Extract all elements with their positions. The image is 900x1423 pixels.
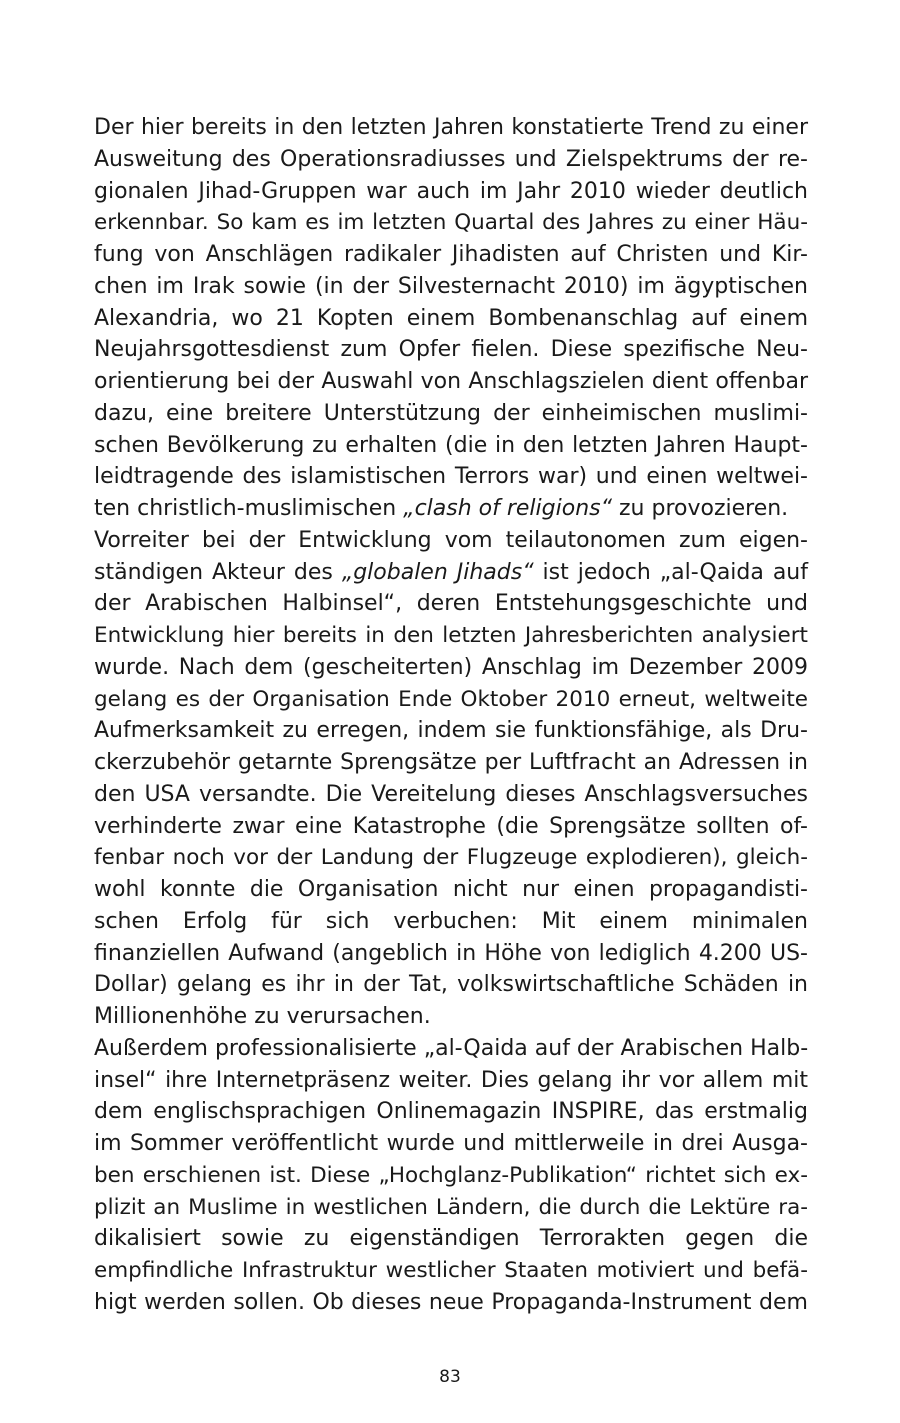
paragraph-1 bbox=[94, 112, 808, 525]
text-line: fenbar noch vor der Landung der Flugzeuge explodieren), gleich- bbox=[94, 845, 808, 871]
italic-phrase: „globalen Jihads“ bbox=[341, 559, 534, 585]
text-line: chen im Irak sowie (in der Silvesternacht 2010) im ägyptischen bbox=[94, 273, 808, 299]
text-line: plizit an Muslime in westlichen Ländern, die durch die Lektüre ra- bbox=[94, 1194, 808, 1220]
text-run: ist jedoch „al-Qaida auf bbox=[533, 559, 808, 585]
text-line: empfindliche Infrastruktur westlicher Staaten motiviert und befä- bbox=[94, 1258, 808, 1283]
text-line: finanziellen Aufwand (angeblich in Höhe von lediglich 4.200 US- bbox=[94, 940, 808, 966]
text-line: der Arabischen Halbinsel“, deren Entstehungsgeschichte und bbox=[94, 591, 808, 617]
text-line: erkennbar. So kam es im letzten Quartal des Jahres zu einer Häu- bbox=[94, 210, 808, 236]
text-line: wurde. Nach dem (gescheiterten) Anschlag im Dezember 2009 bbox=[94, 654, 808, 680]
text-line: dazu, eine breitere Unterstützung der einheimischen muslimi- bbox=[94, 400, 808, 426]
text-line: fung von Anschlägen radikaler Jihadisten auf Christen und Kir- bbox=[94, 242, 808, 267]
text-line: Vorreiter bei der Entwicklung vom teilautonomen zum eigen- bbox=[94, 527, 808, 553]
text-line: gelang es der Organisation Ende Oktober 2010 erneut, weltweite bbox=[94, 686, 808, 712]
text-line: dem englischsprachigen Onlinemagazin INSPIRE, das erstmalig bbox=[94, 1099, 808, 1125]
paragraph-2 bbox=[94, 525, 808, 1033]
document-body bbox=[94, 112, 808, 1319]
text-line: gionalen Jihad-Gruppen war auch im Jahr 2010 wieder deutlich bbox=[94, 178, 808, 204]
text-line: Entwicklung hier bereits in den letzten Jahresberichten analysiert bbox=[94, 623, 808, 648]
page-number: 83 bbox=[439, 1367, 461, 1387]
text-run: ten christlich-muslimischen bbox=[94, 496, 404, 521]
text-line: schen Bevölkerung zu erhalten (die in den letzten Jahren Haupt- bbox=[94, 432, 808, 458]
text-line: insel“ ihre Internetpräsenz weiter. Dies gelang ihr vor allem mit bbox=[94, 1067, 808, 1093]
text-line: im Sommer veröffentlicht wurde und mittlerweile in drei Ausga- bbox=[94, 1131, 808, 1156]
text-line: leidtragende des islamistischen Terrors war) und einen weltwei- bbox=[94, 464, 808, 490]
text-line: Aufmerksamkeit zu erregen, indem sie funktionsfähige, als Dru- bbox=[94, 718, 808, 744]
text-line: dikalisiert sowie zu eigenständigen Terrorakten gegen die bbox=[94, 1226, 808, 1252]
italic-phrase: „clash of religions“ bbox=[403, 496, 612, 521]
text-line: Außerdem professionalisierte „al-Qaida auf der Arabischen Halb- bbox=[94, 1035, 809, 1061]
text-line: Der hier bereits in den letzten Jahren konstatierte Trend zu einer bbox=[94, 115, 808, 140]
text-line: den USA versandte. Die Vereitelung dieses Anschlagsversuches bbox=[94, 781, 808, 807]
text-run: ständigen Akteur des bbox=[94, 559, 342, 585]
text-line bbox=[94, 557, 808, 589]
text-line bbox=[94, 493, 808, 525]
text-line: ckerzubehör getarnte Sprengsätze per Luftfracht an Adressen in bbox=[94, 750, 808, 775]
text-line: orientierung bei der Auswahl von Anschlagszielen dient offenbar bbox=[94, 369, 808, 394]
text-line: Dollar) gelang es ihr in der Tat, volkswirtschaftliche Schäden in bbox=[94, 972, 808, 998]
text-line: higt werden sollen. Ob dieses neue Propaganda-Instrument dem bbox=[94, 1289, 808, 1315]
text-line: wohl konnte die Organisation nicht nur einen propagandisti- bbox=[94, 877, 808, 902]
text-line: Millionenhöhe zu verursachen. bbox=[94, 1004, 431, 1029]
text-line: Ausweitung des Operationsradiusses und Zielspektrums der re- bbox=[94, 146, 808, 172]
text-line: verhinderte zwar eine Katastrophe (die Sprengsätze sollten of- bbox=[94, 813, 808, 839]
text-run: zu provozieren. bbox=[612, 496, 789, 521]
text-line: ben erschienen ist. Diese „Hochglanz-Publikation“ richtet sich ex- bbox=[94, 1162, 808, 1188]
paragraph-3 bbox=[94, 1033, 808, 1319]
text-line: Neujahrsgottesdienst zum Opfer fielen. Diese spezifische Neu- bbox=[94, 337, 808, 363]
text-line: Alexandria, wo 21 Kopten einem Bombenanschlag auf einem bbox=[94, 305, 808, 331]
text-line: schen Erfolg für sich verbuchen: Mit einem minimalen bbox=[94, 908, 808, 934]
